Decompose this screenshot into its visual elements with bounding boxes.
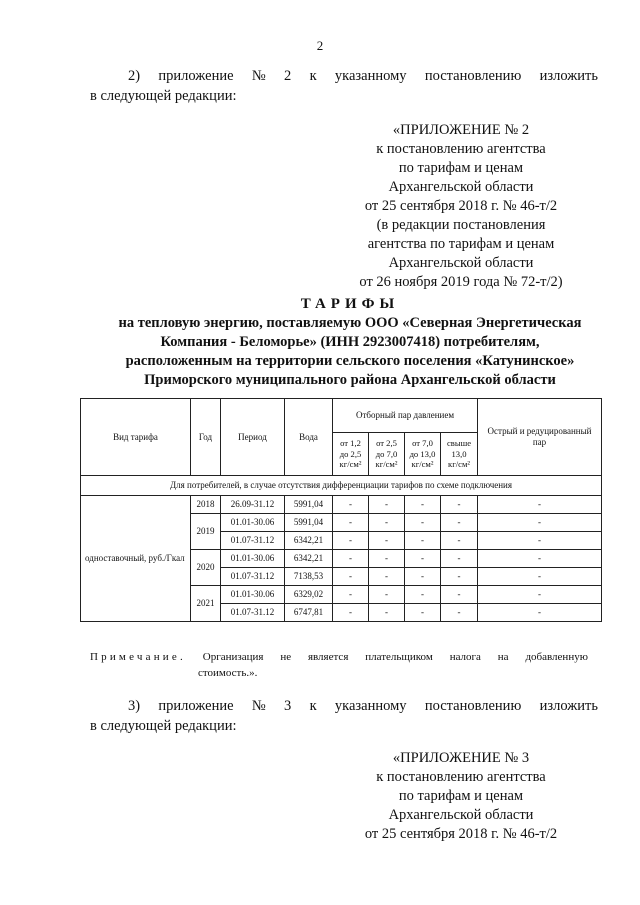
dash-cell: - [441,550,478,568]
dash-cell: - [369,514,405,532]
dash-cell: - [333,532,369,550]
dash-cell: - [405,550,441,568]
pressure-col: от 7,0 до 13,0 кг/см² [405,433,441,476]
year-cell: 2018 [191,496,221,514]
header-otbor: Отборный пар давлением [333,399,478,433]
tariff-heading: ТАРИФЫ [300,296,400,312]
appendix2-line: к постановлению агентства [376,141,546,157]
dash-cell: - [405,586,441,604]
dash-cell: - [369,586,405,604]
dash-cell: - [405,604,441,622]
appendix2-line: по тарифам и ценам [398,160,524,176]
header-voda: Вода [285,399,333,476]
voda-cell: 7138,53 [285,568,333,586]
para2-word: № [251,68,266,84]
pressure-col: от 2,5 до 7,0 кг/см² [369,433,405,476]
pressure-col: свыше 13,0 кг/см² [441,433,478,476]
header-god: Год [191,399,221,476]
dash-cell: - [333,586,369,604]
para2-word: 2) [128,68,141,84]
voda-cell: 5991,04 [285,496,333,514]
dash-cell: - [369,532,405,550]
appendix-2-heading [330,121,592,292]
dash-cell: - [441,604,478,622]
para2-word: указанному [334,68,407,84]
dash-cell: - [441,514,478,532]
dash-cell: - [478,568,602,586]
dash-cell: - [369,496,405,514]
para3-word: 3) [128,698,141,714]
note-line2: стоимость.». [198,667,258,679]
dash-cell: - [441,586,478,604]
note [90,649,588,681]
para2-word: приложение [158,68,234,84]
period-cell: 01.07-31.12 [221,604,285,622]
pressure-col: от 1,2 до 2,5 кг/см² [333,433,369,476]
title-line: расположенным на территории сельского поселения «Катунинское» [125,353,575,369]
note-word: налога [449,651,481,663]
para3-word: 3 [284,698,292,714]
period-cell: 01.01-30.06 [221,514,285,532]
para3-word: постановлению [424,698,522,714]
tariff-type-cell: одноставочный, руб./Гкал [81,496,191,622]
dash-cell: - [405,514,441,532]
note-word: на [497,651,509,663]
note-word: является [307,651,349,663]
page-number: 2 [316,38,324,53]
dash-cell: - [369,550,405,568]
para3-word: к [309,698,317,714]
appendix3-line: «ПРИЛОЖЕНИЕ № 3 [392,750,530,766]
consumers-row: Для потребителей, в случае отсутствия дифференциации тарифов по схеме подключения [81,476,602,496]
para2-word: 2 [284,68,292,84]
appendix3-line: по тарифам и ценам [398,788,524,804]
header-vid: Вид тарифа [81,399,191,476]
dash-cell: - [333,568,369,586]
header-ostry: Острый и редуцированный пар [478,399,602,476]
paragraph-2 [90,66,598,106]
appendix2-line: агентства по тарифам и ценам [367,236,555,252]
note-word: плательщиком [365,651,433,663]
para3-word: № [251,698,266,714]
voda-cell: 6329,02 [285,586,333,604]
voda-cell: 5991,04 [285,514,333,532]
table-row [81,496,602,514]
dash-cell: - [478,550,602,568]
year-cell: 2019 [191,514,221,550]
dash-cell: - [478,532,602,550]
dash-cell: - [478,586,602,604]
period-cell: 01.01-30.06 [221,586,285,604]
year-cell: 2020 [191,550,221,586]
dash-cell: - [405,532,441,550]
voda-cell: 6747,81 [285,604,333,622]
dash-cell: - [441,496,478,514]
period-cell: 26.09-31.12 [221,496,285,514]
period-cell: 01.07-31.12 [221,532,285,550]
para2-word: постановлению [424,68,522,84]
tariff-title [60,295,640,390]
dash-cell: - [478,514,602,532]
appendix3-line: к постановлению агентства [376,769,546,785]
para3-word: приложение [158,698,234,714]
dash-cell: - [441,568,478,586]
paragraph-3 [90,696,598,736]
para2-word: к [309,68,317,84]
year-cell: 2021 [191,586,221,622]
appendix-3-heading [330,749,592,844]
note-word: Организация [202,651,264,663]
appendix2-line: Архангельской области [388,255,534,271]
para3-word: изложить [539,698,598,714]
dash-cell: - [478,604,602,622]
title-line: Приморского муниципального района Архангельской области [144,372,556,388]
voda-cell: 6342,21 [285,550,333,568]
dash-cell: - [333,496,369,514]
note-word: добавленную [525,651,588,663]
para2-word: изложить [539,68,598,84]
dash-cell: - [333,550,369,568]
appendix2-line: «ПРИЛОЖЕНИЕ № 2 [392,122,530,138]
voda-cell: 6342,21 [285,532,333,550]
appendix2-line: Архангельской области [388,179,534,195]
dash-cell: - [441,532,478,550]
appendix3-line: Архангельской области [388,807,534,823]
dash-cell: - [369,604,405,622]
header-period: Период [221,399,285,476]
dash-cell: - [333,604,369,622]
dash-cell: - [369,568,405,586]
dash-cell: - [405,568,441,586]
tariff-table [80,398,602,622]
title-line: на тепловую энергию, поставляемую ООО «Северная Энергетическая [118,315,582,331]
appendix2-line: от 25 сентября 2018 г. № 46-т/2 [364,198,558,214]
appendix3-line: от 25 сентября 2018 г. № 46-т/2 [364,826,558,842]
period-cell: 01.01-30.06 [221,550,285,568]
note-word: не [280,651,292,663]
appendix2-line: от 26 ноября 2019 года № 72-т/2) [359,274,563,290]
para3-word: указанному [334,698,407,714]
para2-line2: в следующей редакции: [90,88,237,104]
para3-line2: в следующей редакции: [90,718,237,734]
title-line: Компания - Беломорье» (ИНН 2923007418) потребителям, [160,334,540,350]
period-cell: 01.07-31.12 [221,568,285,586]
dash-cell: - [333,514,369,532]
appendix2-line: (в редакции постановления [376,217,546,233]
note-label: Примечание. [90,651,186,663]
dash-cell: - [478,496,602,514]
dash-cell: - [405,496,441,514]
